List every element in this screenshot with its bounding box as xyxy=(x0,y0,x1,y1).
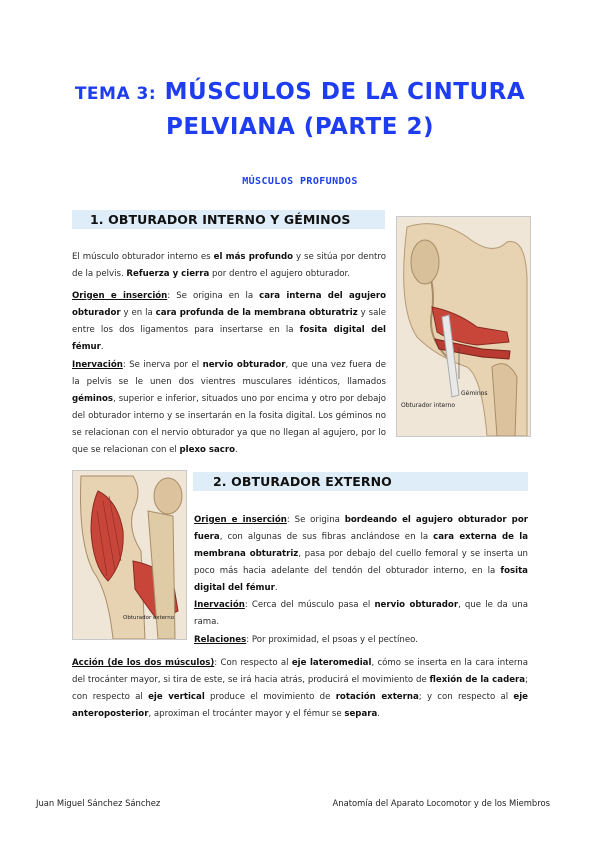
section1-paragraph-3: Inervación: Se inerva por el nervio obturador, que una vez fuera de la pelvis se le unen dos vientres musculares idénticos, llamados géminos, superior e inferior, situados uno por encima y otro por debajo del obturador interno y se insertarán en la fosita digital. Los géminos no se relacionan con el nervio obturador ya que no llegan al agujero, por lo que se relacionan con el plexo sacro. xyxy=(72,360,386,455)
figure1-label-obturador: Obturador interno xyxy=(401,402,456,409)
section1-paragraph-1: El músculo obturador interno es el más profundo y se sitúa por dentro de la pelvis. Refuerza y cierra por dentro el agujero obturador. xyxy=(72,252,387,279)
page-title xyxy=(40,76,560,144)
hip-anatomy-figure-2 xyxy=(72,470,187,640)
footer-author: Juan Miguel Sánchez Sánchez xyxy=(36,798,161,808)
section1-heading: 1. OBTURADOR INTERNO Y GÉMINOS xyxy=(90,212,351,227)
section2-heading: 2. OBTURADOR EXTERNO xyxy=(213,474,392,489)
section1-paragraph-2: Origen e inserción: Se origina en la cara interna del agujero obturador y en la cara profunda de la membrana obturatriz y sale entre los dos ligamentos para insertarse en la fosita digital del fémur. xyxy=(72,291,387,352)
title-line1: MÚSCULOS DE LA CINTURA xyxy=(164,79,526,105)
section2-paragraph-1: Origen e inserción: Se origina bordeando el agujero obturador por fuera, con algunas de sus fibras anclándose en la cara externa de la membrana obturatriz, pasa por debajo del cuello femoral y se inserta un poco más hacia adelante del tendón del obturador interno, en la fosita digital del fémur. xyxy=(194,515,528,593)
section-subheading: MÚSCULOS PROFUNDOS xyxy=(242,176,358,187)
figure2-label: Obturador externo xyxy=(123,615,175,621)
footer-course: Anatomía del Aparato Locomotor y de los Miembros xyxy=(332,798,550,808)
section2-heading-band xyxy=(193,472,528,491)
section1-heading-band xyxy=(72,210,385,229)
section2-paragraph-2: Inervación: Cerca del músculo pasa el nervio obturador, que le da una rama. xyxy=(194,600,528,627)
title-line2: PELVIANA (PARTE 2) xyxy=(166,114,434,140)
section2-paragraph-4: Acción (de los dos músculos): Con respecto al eje lateromedial, cómo se inserta en la cara interna del trocánter mayor, si tira de este, se irá hacia atrás, producirá el movimiento de flexión de la cadera; con respecto al eje vertical produce el movimiento de rotación externa; y con respecto al eje anteroposterior, aproximan el trocánter mayor y el fémur se separa. xyxy=(72,658,528,719)
hip-anatomy-figure-1 xyxy=(396,216,531,437)
figure1-label-geminos: Géminos xyxy=(461,390,488,397)
section2-paragraph-3: Relaciones: Por proximidad, el psoas y el pectíneo. xyxy=(194,635,418,645)
hip-anatomy-illustration-icon xyxy=(73,471,186,639)
title-prefix: TEMA 3: xyxy=(74,84,157,104)
hip-anatomy-illustration-icon xyxy=(397,217,530,436)
